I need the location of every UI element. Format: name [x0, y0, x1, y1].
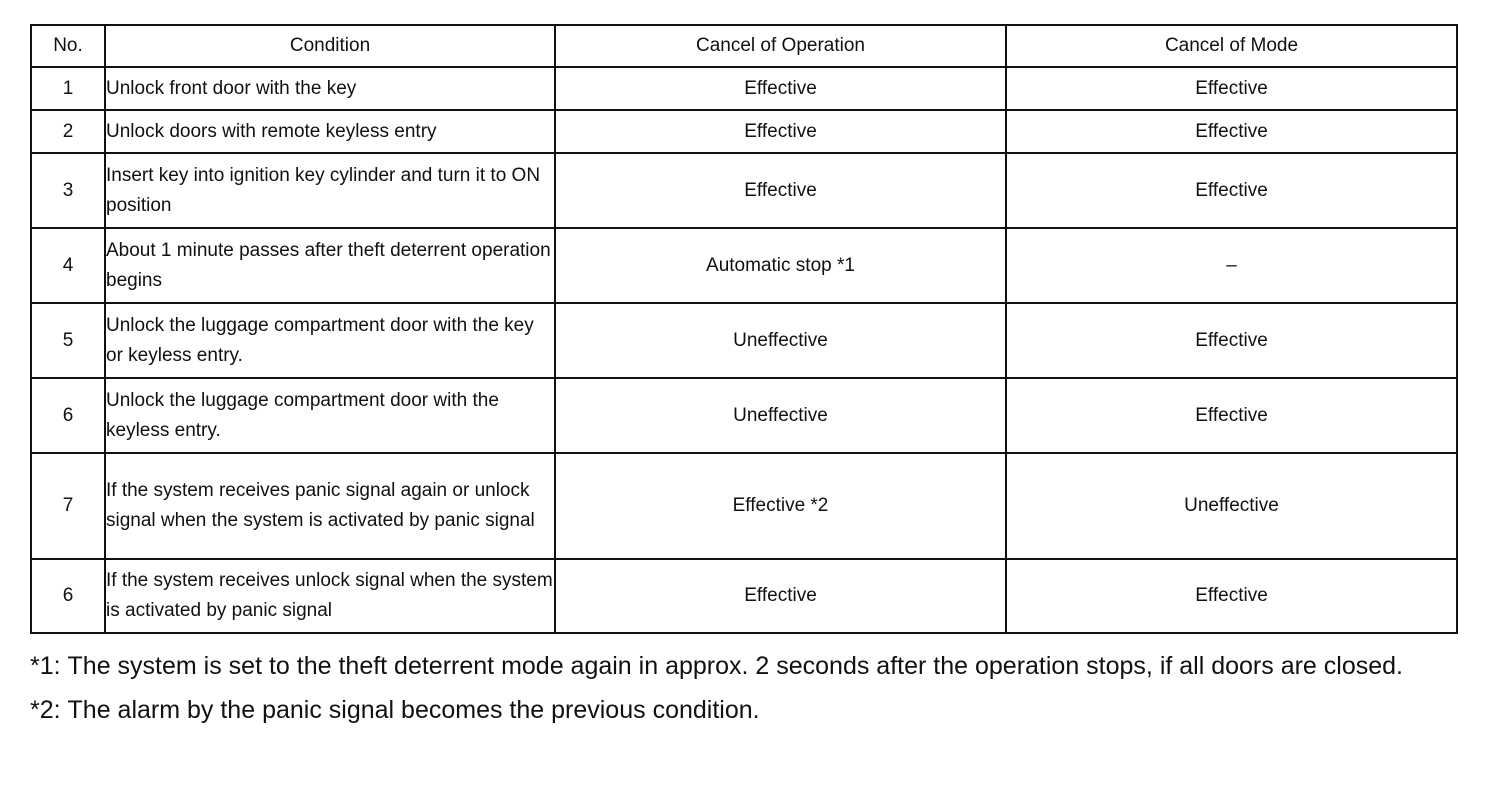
footnote-2 [30, 692, 1470, 728]
row-number: 2 [31, 110, 105, 153]
row-cancel-of-operation: Uneffective [555, 303, 1006, 378]
row-condition: Unlock doors with remote keyless entry [105, 110, 555, 153]
row-cancel-of-operation: Effective [555, 153, 1006, 228]
row-number: 6 [31, 378, 105, 453]
condition-table-section [30, 24, 1456, 634]
header-cancel-of-operation: Cancel of Operation [555, 25, 1006, 67]
row-condition: About 1 minute passes after theft deterrent operation begins [105, 228, 555, 303]
footnote-text: The alarm by the panic signal becomes the previous condition. [67, 696, 760, 724]
row-number: 1 [31, 67, 105, 110]
table-header-row [31, 25, 1457, 67]
row-condition: Unlock the luggage compartment door with the keyless entry. [105, 378, 555, 453]
row-cancel-of-operation: Effective [555, 110, 1006, 153]
header-cancel-of-mode: Cancel of Mode [1006, 25, 1457, 67]
row-number: 6 [31, 559, 105, 633]
footnote-1 [30, 648, 1470, 684]
row-cancel-of-mode: Effective [1006, 153, 1457, 228]
table-row [31, 378, 1457, 453]
table-row [31, 453, 1457, 559]
table-row [31, 67, 1457, 110]
row-cancel-of-mode: Effective [1006, 67, 1457, 110]
row-cancel-of-operation: Effective [555, 559, 1006, 633]
row-condition: If the system receives panic signal again or unlock signal when the system is activated by panic signal [105, 453, 555, 559]
row-cancel-of-mode: Effective [1006, 303, 1457, 378]
footnote-marker: *1: [30, 652, 68, 680]
header-condition: Condition [105, 25, 555, 67]
table-row [31, 153, 1457, 228]
table-row [31, 228, 1457, 303]
row-cancel-of-mode: – [1006, 228, 1457, 303]
row-cancel-of-operation: Effective *2 [555, 453, 1006, 559]
row-cancel-of-operation: Automatic stop *1 [555, 228, 1006, 303]
row-number: 7 [31, 453, 105, 559]
row-condition: If the system receives unlock signal when the system is activated by panic signal [105, 559, 555, 633]
row-cancel-of-operation: Effective [555, 67, 1006, 110]
footnote-text: The system is set to the theft deterrent mode again in approx. 2 seconds after the operation stops, if all doors are closed. [67, 652, 1403, 680]
row-cancel-of-mode: Effective [1006, 378, 1457, 453]
row-condition: Insert key into ignition key cylinder and turn it to ON position [105, 153, 555, 228]
header-no: No. [31, 25, 105, 67]
row-number: 3 [31, 153, 105, 228]
row-cancel-of-mode: Effective [1006, 559, 1457, 633]
condition-table [30, 24, 1458, 634]
row-number: 4 [31, 228, 105, 303]
row-condition: Unlock the luggage compartment door with the key or keyless entry. [105, 303, 555, 378]
footnote-marker: *2: [30, 696, 68, 724]
row-cancel-of-operation: Uneffective [555, 378, 1006, 453]
row-cancel-of-mode: Uneffective [1006, 453, 1457, 559]
row-condition: Unlock front door with the key [105, 67, 555, 110]
table-row [31, 559, 1457, 633]
table-row [31, 110, 1457, 153]
row-cancel-of-mode: Effective [1006, 110, 1457, 153]
footnotes [30, 648, 1470, 728]
table-row [31, 303, 1457, 378]
row-number: 5 [31, 303, 105, 378]
